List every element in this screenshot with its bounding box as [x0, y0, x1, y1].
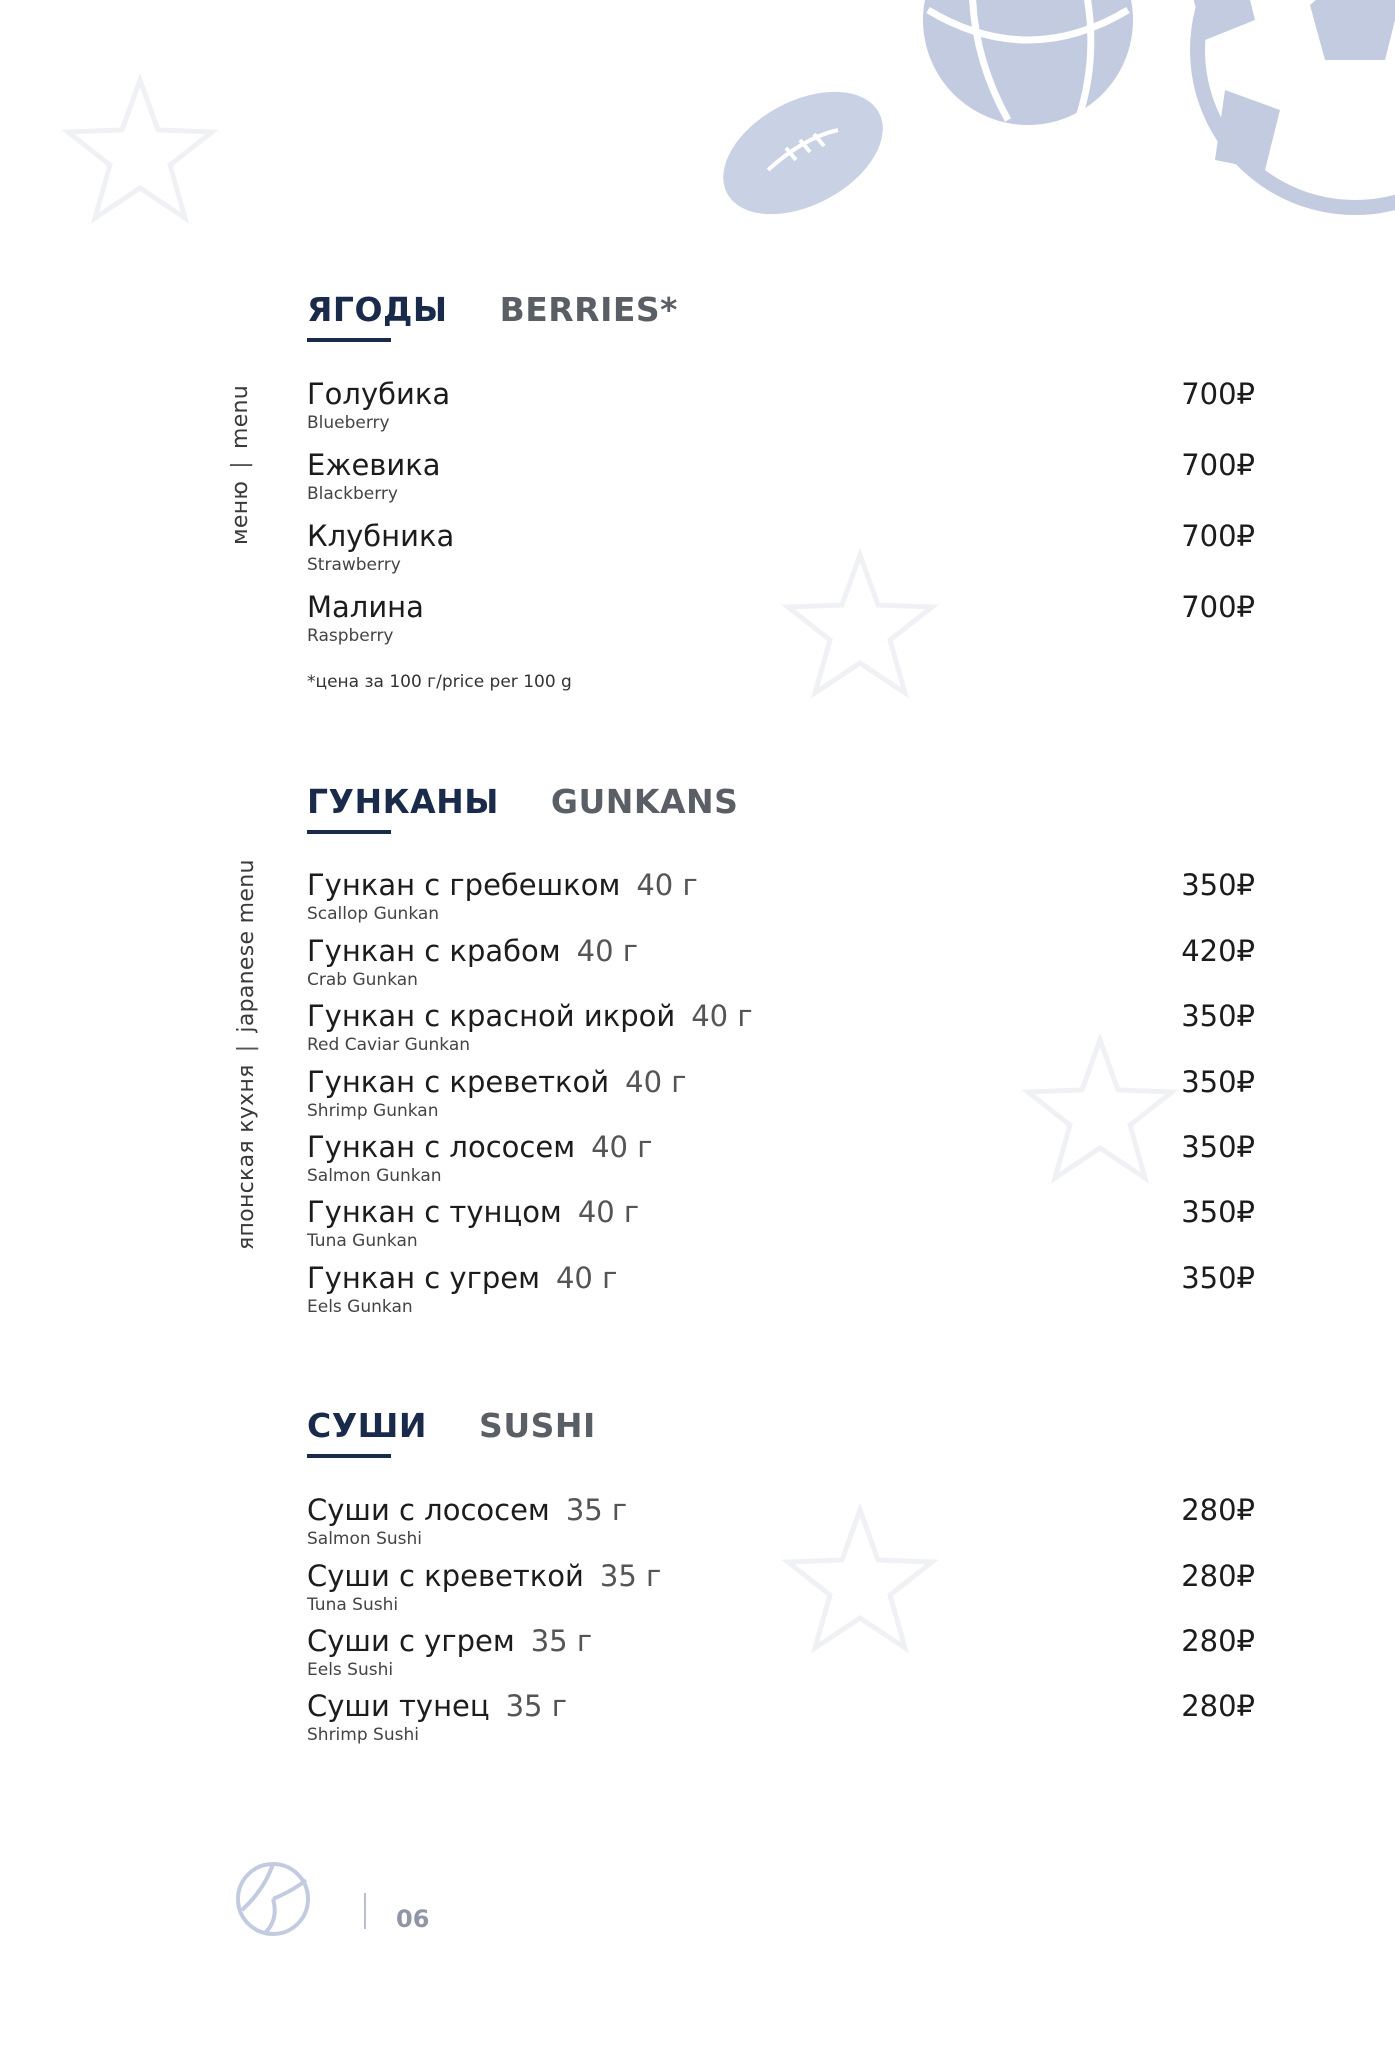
- section-title-underline: [307, 1454, 391, 1458]
- menu-item-name: [307, 1689, 567, 1723]
- menu-item-price: 280₽: [1181, 1624, 1255, 1658]
- menu-item-price: 280₽: [1181, 1689, 1255, 1723]
- menu-item-name: [307, 1559, 661, 1593]
- menu-item-name-text: Гункан с лососем: [307, 1130, 576, 1164]
- volleyball-icon: [234, 1860, 312, 1938]
- menu-item-price: 280₽: [1181, 1559, 1255, 1593]
- side-label-menu: [228, 385, 253, 545]
- menu-item-price: 350₽: [1181, 1130, 1255, 1164]
- menu-item-weight: 35 г: [565, 1493, 628, 1527]
- menu-item-price: 700₽: [1181, 519, 1255, 553]
- menu-item-english: Tuna Gunkan: [307, 1231, 418, 1251]
- menu-item-price: 420₽: [1181, 934, 1255, 968]
- menu-item-name: [307, 934, 638, 968]
- menu-item-weight: 40 г: [576, 934, 638, 968]
- menu-item-english: Strawberry: [307, 555, 401, 575]
- page-number: 06: [396, 1905, 430, 1933]
- menu-item-english: Blackberry: [307, 484, 398, 504]
- menu-item-name: [307, 1624, 592, 1658]
- section-title-sushi: [307, 1406, 596, 1445]
- menu-item-english: Shrimp Sushi: [307, 1725, 419, 1745]
- menu-item-english: Eels Gunkan: [307, 1297, 413, 1317]
- price-note: *цена за 100 г/price per 100 g: [307, 672, 572, 692]
- menu-item-name-text: Гункан с угрем: [307, 1261, 540, 1295]
- menu-item-weight: 40 г: [625, 1065, 687, 1099]
- section-title-ru: [307, 1406, 427, 1445]
- menu-item-name-text: Гункан с тунцом: [307, 1195, 562, 1229]
- side-label-menu-ru: меню: [228, 480, 253, 545]
- menu-item-english: Scallop Gunkan: [307, 904, 440, 924]
- menu-item: [307, 1689, 1395, 1749]
- side-label-japanese-ru: японская кухня: [234, 1064, 259, 1250]
- menu-item-english: Blueberry: [307, 413, 390, 433]
- menu-item: [307, 934, 1395, 994]
- section-title-ru-text: ГУНКАНЫ: [307, 782, 499, 821]
- menu-item: [307, 448, 1395, 508]
- menu-item-name-text: Суши с угрем: [307, 1624, 515, 1658]
- menu-item-weight: 40 г: [555, 1261, 618, 1295]
- menu-item: [307, 868, 1395, 928]
- basketball-icon: [918, 0, 1138, 140]
- menu-item-weight: 35 г: [530, 1624, 593, 1658]
- section-title-ru-text: СУШИ: [307, 1406, 428, 1445]
- section-title-underline: [307, 338, 391, 342]
- menu-item-english: Red Caviar Gunkan: [307, 1035, 471, 1055]
- menu-item: [307, 999, 1395, 1059]
- menu-item: [307, 590, 1395, 650]
- menu-item: [307, 1261, 1395, 1321]
- menu-item-weight: 40 г: [691, 999, 753, 1033]
- menu-item-name-text: Суши с лососем: [307, 1493, 550, 1527]
- menu-item-price: 350₽: [1181, 1195, 1255, 1229]
- section-title-berries: [307, 290, 678, 329]
- menu-item-name-text: Гункан с красной икрой: [307, 999, 676, 1033]
- side-label-japanese-en: japanese menu: [234, 859, 259, 1033]
- menu-item-weight: 40 г: [577, 1195, 640, 1229]
- section-title-en: GUNKANS: [550, 782, 739, 821]
- menu-item-name: [307, 999, 753, 1033]
- menu-item-name-text: Ежевика: [307, 448, 441, 482]
- side-label-menu-en: menu: [228, 384, 253, 450]
- menu-item-weight: 40 г: [636, 868, 698, 902]
- menu-item: [307, 1065, 1395, 1125]
- menu-item-price: 350₽: [1181, 999, 1255, 1033]
- menu-item-english: Salmon Gunkan: [307, 1166, 442, 1186]
- menu-item-name-text: Суши с креветкой: [307, 1559, 584, 1593]
- menu-item-english: Shrimp Gunkan: [307, 1101, 439, 1121]
- menu-item-name-text: Клубника: [307, 519, 455, 553]
- menu-item-weight: 35 г: [505, 1689, 567, 1723]
- menu-item-name-text: Малина: [307, 590, 424, 624]
- menu-item-english: Crab Gunkan: [307, 970, 418, 990]
- menu-item-name: [307, 1130, 652, 1164]
- menu-item: [307, 1624, 1395, 1684]
- menu-item: [307, 1195, 1395, 1255]
- menu-item-price: 350₽: [1181, 1261, 1255, 1295]
- side-label-separator: |: [228, 461, 253, 469]
- menu-item-weight: 40 г: [591, 1130, 653, 1164]
- menu-item-price: 350₽: [1181, 868, 1255, 902]
- menu-item-name: [307, 1195, 639, 1229]
- menu-item-name: [307, 448, 441, 482]
- side-label-japanese: [234, 859, 259, 1250]
- menu-item-weight: 35 г: [599, 1559, 662, 1593]
- menu-item-english: Eels Sushi: [307, 1660, 394, 1680]
- menu-item-name-text: Гункан с крабом: [307, 934, 561, 968]
- menu-item-price: 280₽: [1181, 1493, 1255, 1527]
- section-title-en: BERRIES*: [499, 290, 678, 329]
- menu-item-price: 700₽: [1181, 590, 1255, 624]
- section-title-ru: [307, 782, 499, 821]
- menu-item: [307, 377, 1395, 437]
- american-football-icon: [708, 78, 898, 228]
- menu-item-english: Raspberry: [307, 626, 394, 646]
- soccer-ball-icon: [1185, 0, 1395, 270]
- section-title-en: SUSHI: [479, 1406, 596, 1445]
- menu-item: [307, 519, 1395, 579]
- menu-item-name: [307, 868, 698, 902]
- menu-item: [307, 1493, 1395, 1553]
- menu-item-name: [307, 590, 424, 624]
- section-title-underline: [307, 830, 391, 834]
- menu-item-name-text: Гункан с креветкой: [307, 1065, 610, 1099]
- menu-item-english: Tuna Sushi: [307, 1595, 399, 1615]
- menu-item-name: [307, 377, 450, 411]
- menu-item-name-text: Суши тунец: [307, 1689, 490, 1723]
- menu-item-price: 700₽: [1181, 377, 1255, 411]
- menu-item-english: Salmon Sushi: [307, 1529, 422, 1549]
- side-label-separator: |: [234, 1044, 259, 1053]
- menu-item-name: [307, 519, 454, 553]
- page-divider: [364, 1893, 366, 1929]
- menu-item: [307, 1559, 1395, 1619]
- menu-item: [307, 1130, 1395, 1190]
- section-title-gunkans: [307, 782, 738, 821]
- section-title-ru: [307, 290, 448, 329]
- menu-item-name: [307, 1261, 617, 1295]
- menu-item-name-text: Голубика: [307, 377, 451, 411]
- watermark-logo-icon: [60, 70, 220, 240]
- menu-item-name: [307, 1065, 687, 1099]
- menu-item-price: 700₽: [1181, 448, 1255, 482]
- section-title-ru-text: ЯГОДЫ: [307, 290, 448, 329]
- menu-item-name-text: Гункан с гребешком: [307, 868, 621, 902]
- menu-item-name: [307, 1493, 627, 1527]
- menu-item-price: 350₽: [1181, 1065, 1255, 1099]
